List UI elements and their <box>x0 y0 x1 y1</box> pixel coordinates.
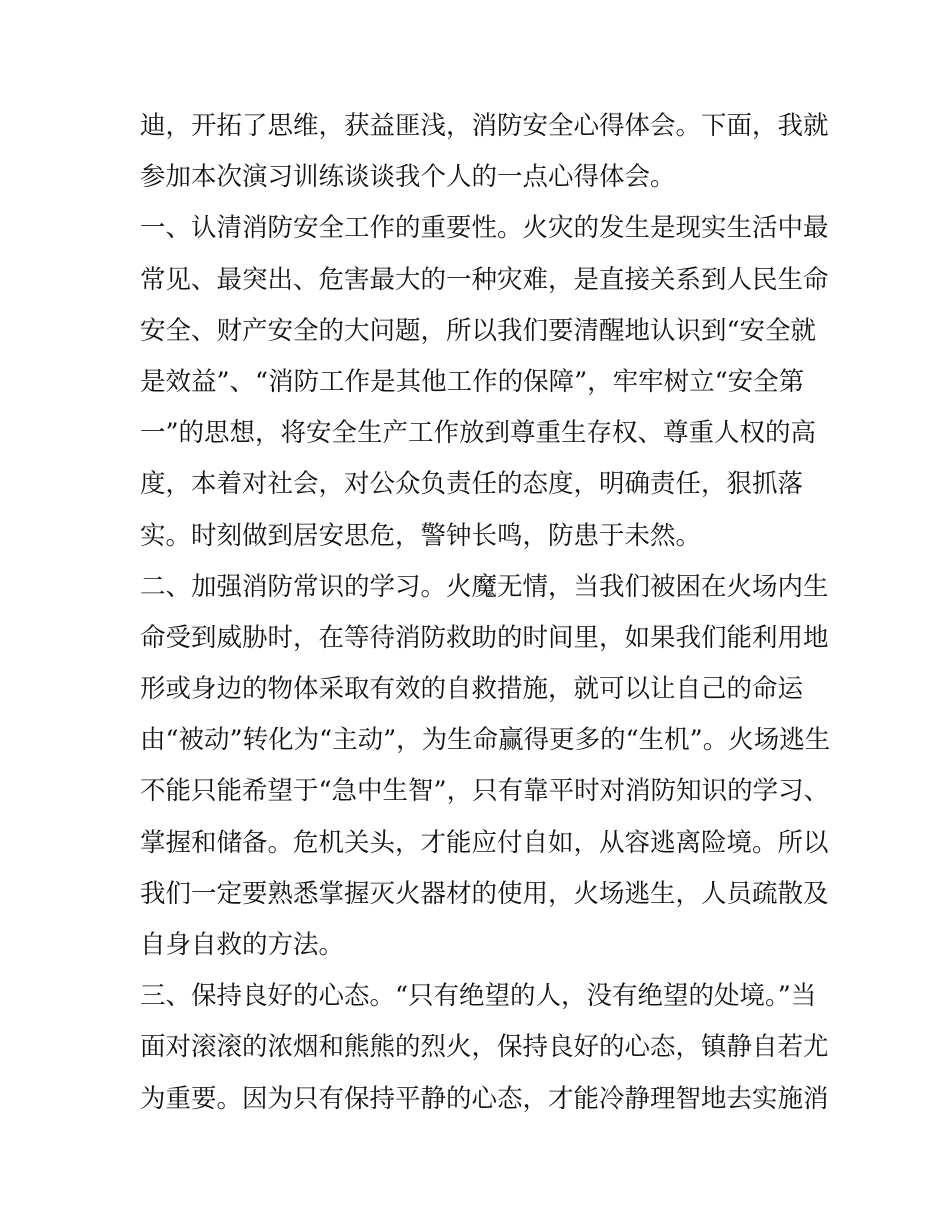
text-line: 实。时刻做到居安思危，警钟长鸣，防患于未然。 <box>140 520 702 551</box>
text-line: 是效益”、“消防工作是其他工作的保障”，牢牢树立“安全第 <box>140 366 805 397</box>
text-line: 面对滚滚的浓烟和熊熊的烈火，保持良好的心态，镇静自若尤 <box>140 1032 829 1063</box>
text-line: 常见、最突出、危害最大的一种灾难，是直接关系到人民生命 <box>140 264 829 295</box>
text-line: 我们一定要熟悉掌握灭火器材的使用，火场逃生，人员疏散及 <box>140 878 829 909</box>
text-line: 参加本次演习训练谈谈我个人的一点心得体会。 <box>140 162 676 193</box>
text-line: 由“被动”转化为“主动”，为生命赢得更多的“生机”。火场逃生 <box>140 725 831 756</box>
text-line: 一、认清消防安全工作的重要性。火灾的发生是现实生活中最 <box>140 213 829 244</box>
text-line: 一”的思想，将安全生产工作放到尊重生存权、尊重人权的高 <box>140 418 817 449</box>
text-line: 不能只能希望于“急中生智”，只有靠平时对消防知识的学习、 <box>140 776 830 807</box>
text-line: 三、保持良好的心态。“只有绝望的人，没有绝望的处境。”当 <box>140 981 817 1012</box>
text-line: 二、加强消防常识的学习。火魔无情，当我们被困在火场内生 <box>140 571 829 602</box>
text-line: 安全、财产安全的大问题，所以我们要清醒地认识到“安全就 <box>140 315 817 346</box>
text-line: 迪，开拓了思维，获益匪浅，消防安全心得体会。下面，我就 <box>140 111 829 141</box>
text-line: 掌握和储备。危机关头，才能应付自如，从容逃离险境。所以 <box>140 827 829 858</box>
text-line: 自身自救的方法。 <box>140 930 345 960</box>
text-line: 形或身边的物体采取有效的自救措施，就可以让自己的命运 <box>140 674 804 705</box>
text-line: 命受到威胁时，在等待消防救助的时间里，如果我们能利用地 <box>140 622 829 653</box>
text-line: 度，本着对社会，对公众负责任的态度，明确责任，狠抓落 <box>140 469 804 500</box>
text-line: 为重要。因为只有保持平静的心态，才能冷静理智地去实施消 <box>140 1083 829 1114</box>
document-body <box>140 101 831 1125</box>
